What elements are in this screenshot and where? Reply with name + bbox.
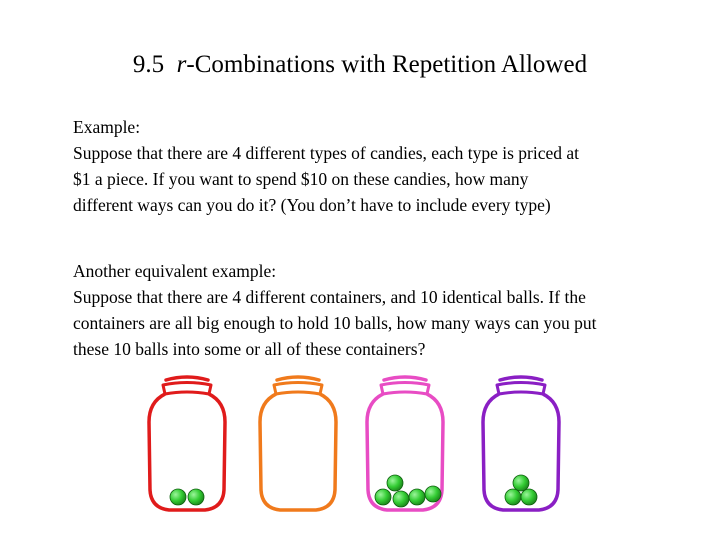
- example-line: different ways can you do it? (You don’t have to include every type): [73, 195, 551, 215]
- jar: [483, 377, 559, 510]
- jar-lid: [277, 377, 319, 380]
- section-number: 9.5: [132, 51, 165, 78]
- example-line: $1 a piece. If you want to spend $10 on these candies, how many: [73, 169, 529, 189]
- ball: [387, 475, 403, 491]
- another-example-line: Suppose that there are 4 different containers, and 10 identical balls. If the: [73, 287, 586, 307]
- jar: [260, 377, 336, 510]
- jar-lid: [500, 377, 542, 380]
- ball: [513, 475, 529, 491]
- jar-rim: [381, 383, 429, 395]
- jar-rim: [163, 383, 211, 395]
- jar: [367, 377, 443, 510]
- ball: [505, 489, 521, 505]
- ball: [170, 489, 186, 505]
- ball: [425, 486, 441, 502]
- example-line: Suppose that there are 4 different types of candies, each type is priced at: [73, 143, 580, 163]
- jar-body: [260, 394, 336, 510]
- jar-lid: [166, 377, 208, 380]
- another-example-line: containers are all big enough to hold 10 balls, how many ways can you put: [73, 313, 597, 333]
- jar-body: [483, 394, 559, 510]
- ball: [521, 489, 537, 505]
- jar-rim: [497, 383, 545, 395]
- ball: [409, 489, 425, 505]
- another-example-heading: Another equivalent example:: [73, 261, 277, 281]
- jar-rim: [274, 383, 322, 395]
- ball: [393, 491, 409, 507]
- title-variable: r: [176, 51, 187, 78]
- another-example-line: these 10 balls into some or all of these containers?: [73, 339, 426, 359]
- example-heading: Example:: [73, 117, 141, 137]
- jar: [149, 377, 225, 510]
- jar-body: [149, 394, 225, 510]
- ball: [375, 489, 391, 505]
- jar-lid: [384, 377, 426, 380]
- ball: [188, 489, 204, 505]
- title-text: -Combinations with Repetition Allowed: [186, 51, 588, 78]
